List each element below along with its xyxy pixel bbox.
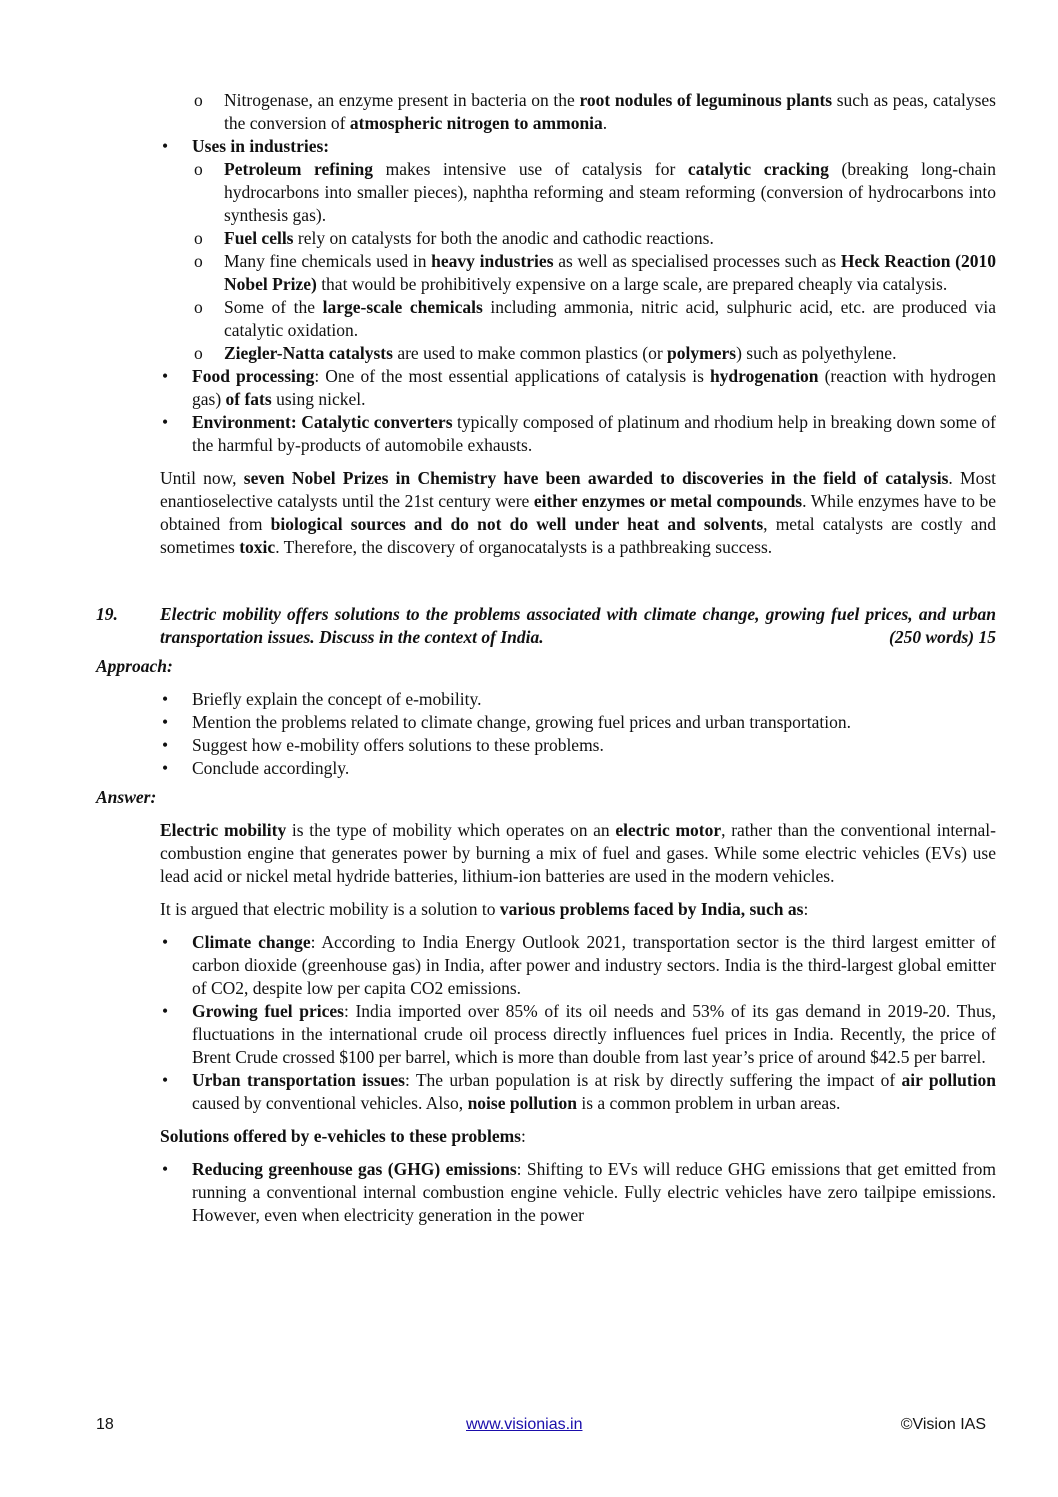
bullet-item	[162, 411, 996, 457]
text: makes intensive use of catalysis for	[373, 159, 688, 179]
bullet-icon: •	[162, 735, 169, 755]
text: : The urban population is at risk by directly suffering the impact of	[404, 1070, 902, 1090]
page-number: 18	[96, 1416, 114, 1433]
text: : India imported over 85% of its oil needs and 53% of its gas demand in 2019-20. Thus, fluctuations in the international crude oil process directly influences fuel prices in India. Recently, the price of Brent Crude crossed $100 per barrel, which is more than double from last year’s price of around $42.5 per barrel.	[192, 1001, 996, 1067]
circle-bullet-icon: o	[194, 159, 203, 179]
text: typically composed of platinum and rhodium help in breaking down some of the harmful by-products of automobile exhausts.	[192, 412, 996, 455]
question-number: 19.	[96, 604, 118, 624]
sub-bullet-item	[194, 227, 996, 250]
bold-text: Heck Reaction (2010 Nobel Prize)	[224, 251, 997, 294]
text: . Therefore, the discovery of organocatalysts is a pathbreaking success.	[275, 537, 773, 557]
bold-text: atmospheric nitrogen to ammonia	[349, 113, 603, 133]
bullet-icon: •	[162, 932, 169, 952]
text: (reaction with hydrogen gas)	[192, 366, 997, 409]
bold-text: catalytic cracking	[687, 159, 829, 179]
text: is the type of mobility which operates on an	[286, 820, 616, 840]
bold-text: root nodules of leguminous plants	[579, 90, 833, 110]
text: . Most enantioselective catalysts until the 21st century were	[160, 468, 996, 511]
text: It is argued that electric mobility is a solution to	[160, 899, 500, 919]
bullet-item	[162, 1069, 996, 1115]
circle-bullet-icon: o	[194, 297, 203, 317]
bullet-icon: •	[162, 412, 169, 432]
bold-text: Urban transportation issues	[192, 1070, 405, 1090]
text: is a common problem in urban areas.	[576, 1093, 841, 1113]
bullet-item	[162, 688, 996, 711]
bold-text: various problems faced by India, such as	[499, 899, 804, 919]
bold-text: hydrogenation	[709, 366, 819, 386]
bold-text: Food processing	[192, 366, 315, 386]
bold-text: polymers	[667, 343, 737, 363]
bold-text: Solutions offered by e-vehicles to these problems	[160, 1126, 521, 1146]
document-body	[96, 0, 996, 1227]
paragraph	[160, 819, 996, 888]
paragraph	[160, 467, 996, 559]
question-marks: (250 words) 15	[889, 627, 996, 647]
text: : Shifting to EVs will reduce GHG emissions that get emitted from running a conventional internal combustion engine vehicle. Fully electric vehicles have zero tailpipe emissions. However, even when electricity generation in the power	[192, 1159, 996, 1225]
text: :	[150, 787, 157, 807]
text: .	[602, 113, 608, 133]
bold-text: air pollution	[901, 1070, 996, 1090]
bold-text: heavy industries	[431, 251, 554, 271]
text: are used to make common plastics (or	[392, 343, 668, 363]
website-link[interactable]: www.visionias.in	[466, 1416, 583, 1433]
sub-bullet-item	[194, 250, 997, 296]
bullet-item	[162, 734, 996, 757]
bullet-item	[162, 711, 996, 734]
text: rely on catalysts for both the anodic and cathodic reactions.	[293, 228, 714, 248]
text: Nitrogenase, an enzyme present in bacteria on the	[224, 90, 580, 110]
paragraph	[160, 898, 996, 921]
bullet-icon: •	[162, 1001, 169, 1021]
bold-text: noise pollution	[467, 1093, 577, 1113]
text: Conclude accordingly.	[192, 758, 350, 778]
text: Suggest how e-mobility offers solutions to these problems.	[192, 735, 604, 755]
bold-text: Ziegler-Natta catalysts	[224, 343, 393, 363]
section-heading	[96, 655, 996, 678]
page-footer	[96, 1397, 996, 1497]
bold-text: Uses in industries:	[192, 136, 330, 156]
text: , metal catalysts are costly and sometimes	[160, 514, 996, 557]
bullet-item	[162, 757, 996, 780]
bullet-icon: •	[162, 689, 169, 709]
text: including ammonia, nitric acid, sulphuric acid, etc. are produced via catalytic oxidation.	[224, 297, 996, 340]
circle-bullet-icon: o	[194, 228, 203, 248]
circle-bullet-icon: o	[194, 343, 203, 363]
bullet-item	[162, 1000, 996, 1069]
text: :	[521, 1126, 526, 1146]
paragraph	[160, 1125, 996, 1148]
bold-text: Climate change	[192, 932, 311, 952]
bullet-icon: •	[162, 758, 169, 778]
text: (breaking long-chain hydrocarbons into smaller pieces), naphtha reforming and steam reforming (conversion of hydrocarbons into synthesis gas).	[224, 159, 997, 225]
bold-text: Fuel cells	[224, 228, 294, 248]
bullet-item	[162, 135, 996, 158]
bullet-icon: •	[162, 1159, 169, 1179]
bold-text: biological sources and do not do well under heat and solvents	[270, 514, 764, 534]
text: using nickel.	[271, 389, 366, 409]
text: . While enzymes have to be obtained from	[160, 491, 996, 534]
sub-bullet-item	[194, 296, 996, 342]
bullet-icon: •	[162, 136, 169, 156]
bullet-icon: •	[162, 366, 169, 386]
bullet-item	[162, 365, 997, 411]
bullet-item	[162, 1158, 996, 1227]
bold-text: Growing fuel prices	[192, 1001, 344, 1021]
bold-text: seven Nobel Prizes in Chemistry have been awarded to discoveries in the field of catalysis	[243, 468, 949, 488]
text: Briefly explain the concept of e-mobility.	[192, 689, 482, 709]
text: :	[803, 899, 809, 919]
section-heading	[96, 786, 996, 809]
text: : One of the most essential applications of catalysis is	[314, 366, 710, 386]
bold-text: Petroleum refining	[224, 159, 374, 179]
bullet-icon: •	[162, 1070, 169, 1090]
text: : According to India Energy Outlook 2021, transportation sector is the third largest emitter of carbon dioxide (greenhouse gas) in India, after power and industry sectors. India is the third-largest global emitter of CO2, despite low per capita CO2 emissions.	[192, 932, 996, 998]
text: ) such as polyethylene.	[736, 343, 897, 363]
question	[96, 603, 996, 649]
bullet-icon: •	[162, 712, 169, 732]
bold-text: toxic	[239, 537, 276, 557]
bold-text: Electric mobility offers solutions to the problems associated with climate change, growing fuel prices, and urban transportation issues. Discuss in the context of India.	[160, 604, 996, 647]
bullet-item	[162, 931, 996, 1000]
sub-bullet-item	[194, 89, 996, 135]
text: Some of the	[224, 297, 323, 317]
circle-bullet-icon: o	[194, 251, 203, 271]
bold-text: Approach:	[96, 656, 173, 676]
copyright: ©Vision IAS	[900, 1416, 986, 1433]
bold-text: electric motor	[615, 820, 722, 840]
sub-bullet-item	[194, 342, 996, 365]
bold-text: Reducing greenhouse gas (GHG) emissions	[192, 1159, 517, 1179]
bold-text: either enzymes or metal compounds	[533, 491, 803, 511]
circle-bullet-icon: o	[194, 90, 203, 110]
text: , rather than the conventional internal-combustion engine that generates power by burning a mix of fuel and gases. While some electric vehicles (EVs) use lead acid or nickel metal hydride batteries, lithium-ion batteries are used in the modern vehicles.	[160, 820, 996, 886]
text: Mention the problems related to climate change, growing fuel prices and urban transportation.	[192, 712, 851, 732]
bold-text: large-scale chemicals	[322, 297, 483, 317]
text: caused by conventional vehicles. Also,	[192, 1093, 468, 1113]
text: as well as specialised processes such as	[553, 251, 841, 271]
bold-text: Environment: Catalytic converters	[192, 412, 453, 432]
bold-text: Answer	[96, 787, 151, 807]
text: that would be prohibitively expensive on a large scale, are prepared cheaply via catalysis.	[316, 274, 948, 294]
text: such as peas, catalyses the conversion of	[224, 90, 996, 133]
text: Until now,	[160, 468, 244, 488]
sub-bullet-item	[194, 158, 997, 227]
bold-text: Electric mobility	[160, 820, 287, 840]
bold-text: of fats	[225, 389, 272, 409]
text: Many fine chemicals used in	[224, 251, 432, 271]
